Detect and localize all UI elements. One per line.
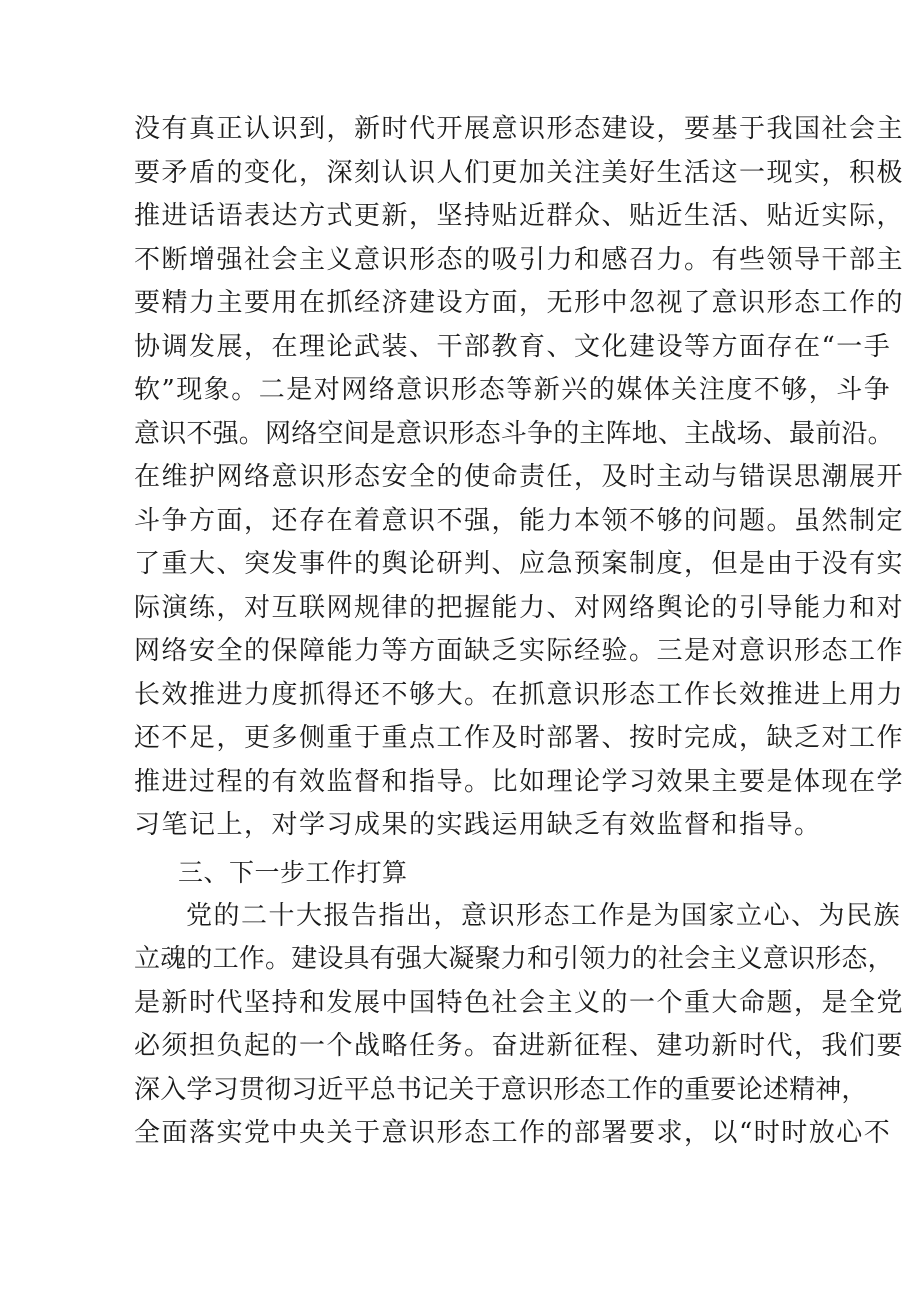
section-heading: 三、下一步工作打算 bbox=[178, 857, 408, 887]
text-line: 要矛盾的变化，深刻认识人们更加关注美好生活这一现实，积极 bbox=[134, 157, 905, 188]
text-line: 是新时代坚持和发展中国特色社会主义的一个重大命题，是全党 bbox=[134, 987, 905, 1018]
text-line: 网络安全的保障能力等方面缺乏实际经验。三是对意识形态工作 bbox=[134, 636, 905, 666]
document-body bbox=[134, 108, 905, 1156]
text-line: 深入学习贯彻习近平总书记关于意识形态工作的重要论述精神， bbox=[134, 1074, 868, 1105]
text-line: 没有真正认识到，新时代开展意识形态建设，要基于我国社会主 bbox=[134, 114, 905, 144]
text-line: 不断增强社会主义意识形态的吸引力和感召力。有些领导干部主 bbox=[134, 244, 905, 275]
text-line: 了重大、突发事件的舆论研判、应急预案制度，但是由于没有实 bbox=[134, 549, 905, 579]
text-line: 推进话语表达方式更新，坚持贴近群众、贴近生活、贴近实际， bbox=[134, 201, 905, 231]
text-line: 际演练，对互联网规律的把握能力、对网络舆论的引导能力和对 bbox=[134, 592, 905, 623]
text-line: 还不足，更多侧重于重点工作及时部署、按时完成，缺乏对工作 bbox=[134, 723, 905, 753]
text-line: 全面落实党中央关于意识形态工作的部署要求，以“时时放心不 bbox=[134, 1118, 892, 1148]
text-line: 立魂的工作。建设具有强大凝聚力和引领力的社会主义意识形态， bbox=[134, 944, 894, 974]
text-line: 习笔记上，对学习成果的实践运用缺乏有效监督和指导。 bbox=[134, 810, 822, 840]
text-line: 推进过程的有效监督和指导。比如理论学习效果主要是体现在学 bbox=[134, 766, 905, 797]
text-line: 要精力主要用在抓经济建设方面，无形中忽视了意识形态工作的 bbox=[134, 288, 905, 318]
text-line: 在维护网络意识形态安全的使命责任，及时主动与错误思潮展开 bbox=[134, 462, 905, 492]
text-line: 斗争方面，还存在着意识不强，能力本领不够的问题。虽然制定 bbox=[134, 505, 905, 536]
text-line: 软”现象。二是对网络意识形态等新兴的媒体关注度不够，斗争 bbox=[134, 375, 892, 405]
text-line: 协调发展，在理论武装、干部教育、文化建设等方面存在“一手 bbox=[134, 331, 892, 362]
text-line: 长效推进力度抓得还不够大。在抓意识形态工作长效推进上用力 bbox=[134, 679, 905, 710]
text-line: 意识不强。网络空间是意识形态斗争的主阵地、主战场、最前沿。 bbox=[134, 418, 894, 449]
text-line: 必须担负起的一个战略任务。奋进新征程、建功新时代，我们要 bbox=[134, 1031, 905, 1061]
paragraph-first-line: 党的二十大报告指出，意识形态工作是为国家立心、为民族 bbox=[186, 900, 902, 931]
